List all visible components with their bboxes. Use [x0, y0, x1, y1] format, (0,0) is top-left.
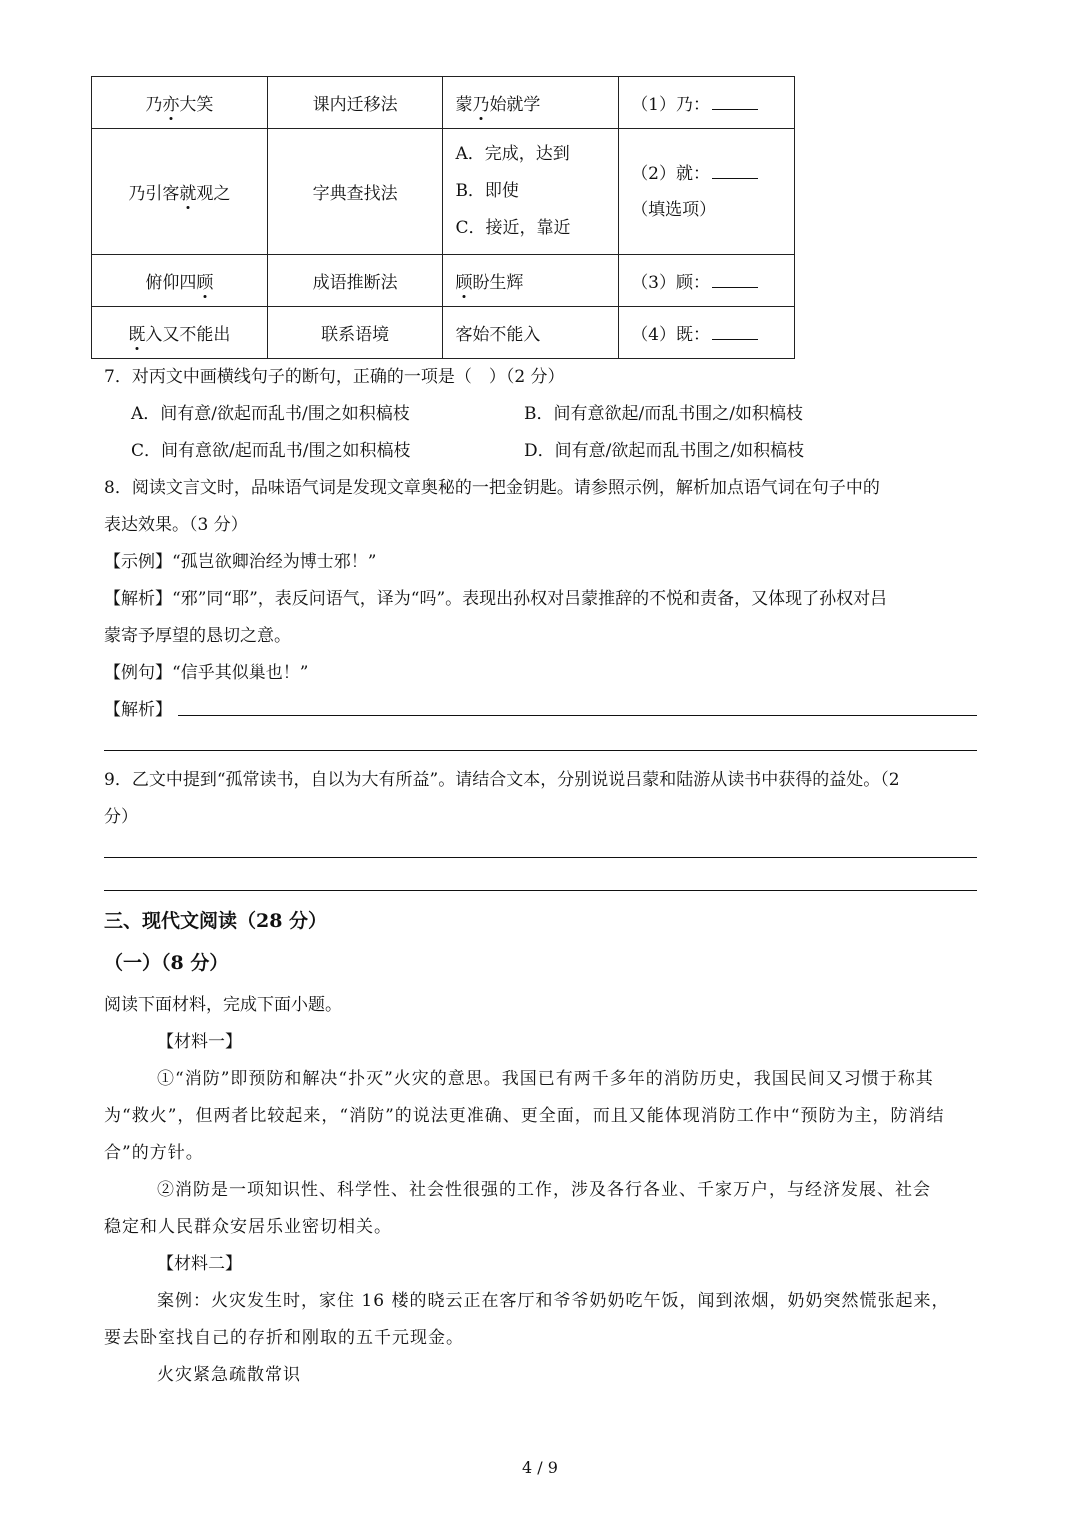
dotted-char: 亦: [162, 95, 180, 115]
answer-label: （4）既：: [631, 325, 711, 345]
table-row: [92, 255, 795, 307]
dotted-char: 就: [179, 184, 197, 204]
table-row: [92, 129, 795, 255]
reference-cell: [443, 77, 619, 129]
answer-label: （1）乃：: [631, 95, 711, 115]
material1-p1-line1: ①“消防”即预防和解决“扑灭”火灾的意思。我国已有两千多年的消防历史，我国民间又习惯于称其: [157, 1069, 934, 1089]
answer-cell: [619, 77, 795, 129]
table-row: [92, 77, 795, 129]
q8-sample: 【例句】“信乎其似巢也！”: [104, 663, 309, 683]
answer-label: （3）顾：: [631, 273, 711, 293]
text: 始就学: [489, 95, 541, 115]
answer-line[interactable]: [178, 715, 977, 716]
answer-cell: [619, 307, 795, 359]
answer-cell: [619, 129, 795, 255]
case-line1: 案例：火灾发生时，家住 16 楼的晓云正在客厅和爷爷奶奶吃午饭，闻到浓烟，奶奶突然慌张起来，: [157, 1291, 950, 1311]
q7-option-b[interactable]: B．间有意欲起/而乱书围之/如积槁枝: [524, 404, 803, 424]
text: 蒙: [455, 95, 473, 115]
table-row: [92, 307, 795, 359]
answer-label: （2）就：: [631, 163, 711, 184]
tips-title: 火灾紧急疏散常识: [157, 1365, 301, 1385]
option-a: A．完成，达到: [455, 144, 570, 164]
vocab-table: [91, 76, 795, 359]
dotted-char: 顾: [196, 273, 214, 293]
material1-title: 【材料一】: [157, 1032, 242, 1052]
dotted-char: 顾: [455, 273, 473, 293]
text: 入又不能出: [145, 325, 231, 345]
answer-blank[interactable]: [712, 164, 758, 179]
q8-stem-line2: 表达效果。（3 分）: [104, 515, 248, 535]
example-cell: [92, 307, 268, 359]
q7-option-a[interactable]: A．间有意/欲起而乱书/围之如积槁枝: [131, 404, 410, 424]
q8-stem-line1: 8．阅读文言文时，品味语气词是发现文章奥秘的一把金钥匙。请参照示例，解析加点语气词在句子中的: [104, 478, 880, 498]
method-cell: 课内迁移法: [267, 77, 443, 129]
dotted-char: 既: [128, 325, 146, 345]
answer-cell: [619, 255, 795, 307]
q9-stem-line2: 分）: [104, 807, 138, 827]
example-cell: [92, 129, 268, 255]
q8-analysis-line2: 蒙寄予厚望的恳切之意。: [104, 626, 291, 646]
answer-blank[interactable]: [712, 325, 758, 340]
material2-title: 【材料二】: [157, 1254, 242, 1274]
option-b: B．即使: [455, 181, 519, 201]
text: 乃: [145, 95, 163, 115]
option-c: C．接近，靠近: [455, 218, 571, 238]
q7-stem: 7．对丙文中画横线句子的断句，正确的一项是（ ）（2 分）: [104, 367, 565, 387]
page-number: 4 / 9: [522, 1458, 558, 1477]
text: 大笑: [179, 95, 214, 115]
dotted-char: 乃: [472, 95, 490, 115]
material1-p1-line3: 合”的方针。: [104, 1143, 204, 1163]
answer-line[interactable]: [104, 750, 977, 751]
method-cell: 字典查找法: [267, 129, 443, 255]
section-title: 三、现代文阅读（28 分）: [104, 910, 328, 932]
q8-example: 【示例】“孤岂欲卿治经为博士邪！”: [104, 552, 377, 572]
options-cell: [443, 129, 619, 255]
material1-p1-line2: 为“救火”，但两者比较起来，“消防”的说法更准确、更全面，而且又能体现消防工作中“预防为主，防消结: [104, 1106, 945, 1126]
text: 俯仰四: [145, 273, 197, 293]
answer-blank[interactable]: [712, 273, 758, 288]
answer-line[interactable]: [104, 890, 977, 891]
q7-option-c[interactable]: C．间有意欲/起而乱书/围之如积槁枝: [131, 441, 411, 461]
material1-p2-line2: 稳定和人民群众安居乐业密切相关。: [104, 1217, 392, 1237]
q9-stem-line1: 9．乙文中提到“孤常读书，自以为大有所益”。请结合文本，分别说说吕蒙和陆游从读书中获得的益处。（2: [104, 770, 900, 790]
text: 观之: [196, 184, 231, 204]
text: 客始不能入: [455, 325, 541, 345]
method-cell: 联系语境: [267, 307, 443, 359]
q8-analysis-line1: 【解析】“邪”同“耶”，表反问语气，译为“吗”。表现出孙权对吕蒙推辞的不悦和责备，又体现了孙权对吕: [104, 589, 888, 609]
reference-cell: [443, 255, 619, 307]
method-cell: 成语推断法: [267, 255, 443, 307]
answer-blank[interactable]: [712, 95, 758, 110]
text: 盼生辉: [472, 273, 524, 293]
instruction: 阅读下面材料，完成下面小题。: [104, 995, 342, 1015]
q8-answer-label: 【解析】: [104, 700, 172, 720]
answer-note: （填选项）: [631, 199, 717, 220]
answer-line[interactable]: [104, 857, 977, 858]
case-line2: 要去卧室找自己的存折和刚取的五千元现金。: [104, 1328, 464, 1348]
material1-p2-line1: ②消防是一项知识性、科学性、社会性很强的工作，涉及各行各业、千家万户，与经济发展、社会: [157, 1180, 931, 1200]
subsection-title: （一）（8 分）: [104, 952, 229, 974]
reference-cell: [443, 307, 619, 359]
example-cell: [92, 255, 268, 307]
text: 乃引客: [128, 184, 180, 204]
q7-option-d[interactable]: D．间有意/欲起而乱书围之/如积槁枝: [524, 441, 805, 461]
example-cell: [92, 77, 268, 129]
